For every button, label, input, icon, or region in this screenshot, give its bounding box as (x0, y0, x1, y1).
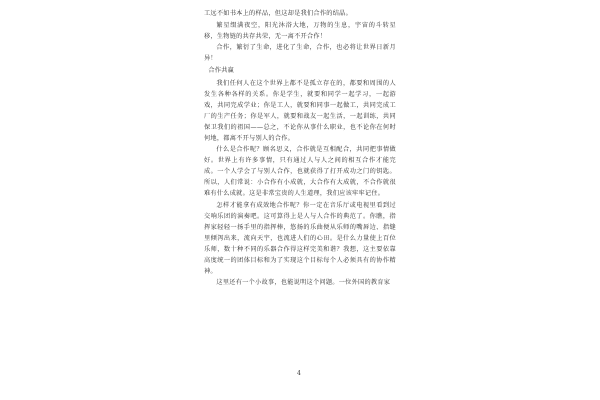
paragraph: 怎样才能拿有成效地合作呢？你一定在音乐厅或电视里看到过交响乐团的演奏吧。这可算得上是人与人合作的典范了。你瞧，指挥家轻轻一扬手里的指挥棒，悠扬的乐曲便从乐师的嘴唇边、指缝里倾泻出来，流向天宇，也流进人们的心田。是什么力量使上百位乐师，数十种不同的乐器合作得这样完美和谐？我想，这主要依靠高度统一的团体目标和为了实现这个目标每个人必须具有的协作精神。 (204, 201, 396, 275)
paragraph: 我们任何人在这个世界上都不是孤立存在的，都要和周围的人发生各种各样的关系。你是学生，就要和同学一起学习，一起游戏，共同完成学业；你是工人，就要和同事一起做工，共同完成工厂的生产任务；你是军人，就要和战友一起生活，一起训练，共同保卫我们的祖国——总之，不论你从事什么职业，也不论你在何时何地，都离不开与别人的合作。 (204, 79, 396, 142)
paragraph: 繁星缀满夜空，阳光沐浴大地，万物的生息，宇宙的斗转星移，生物链的共存共荣，无一离不开合作！ (204, 21, 396, 40)
paragraph: 什么是合作呢？顾名思义，合作就是互相配合，共同把事情做好。世界上有许多事情，只有通过人与人之间的相互合作才能完成。一个人学会了与别人合作，也就获得了打开成功之门的钥匙。所以，人们常说：小合作有小成就，大合作有大成就，不合作就很难有什么成就。这是非常宝贵的人生道理，我们应该牢牢记住。 (204, 146, 396, 197)
document-body (204, 8, 396, 289)
section-heading: 合作共赢 (208, 66, 235, 74)
paragraph: 工远不如书本上的样品，但这却是我们合作的结晶。 (204, 10, 353, 17)
paragraph: 合作，繁衍了生命，进化了生命，合作，也必将让世界日新月异！ (204, 44, 396, 62)
page-number: 4 (297, 370, 301, 377)
paragraph: 这里还有一个小故事，也能说明这个问题。一位外国的教育家 (216, 279, 391, 286)
